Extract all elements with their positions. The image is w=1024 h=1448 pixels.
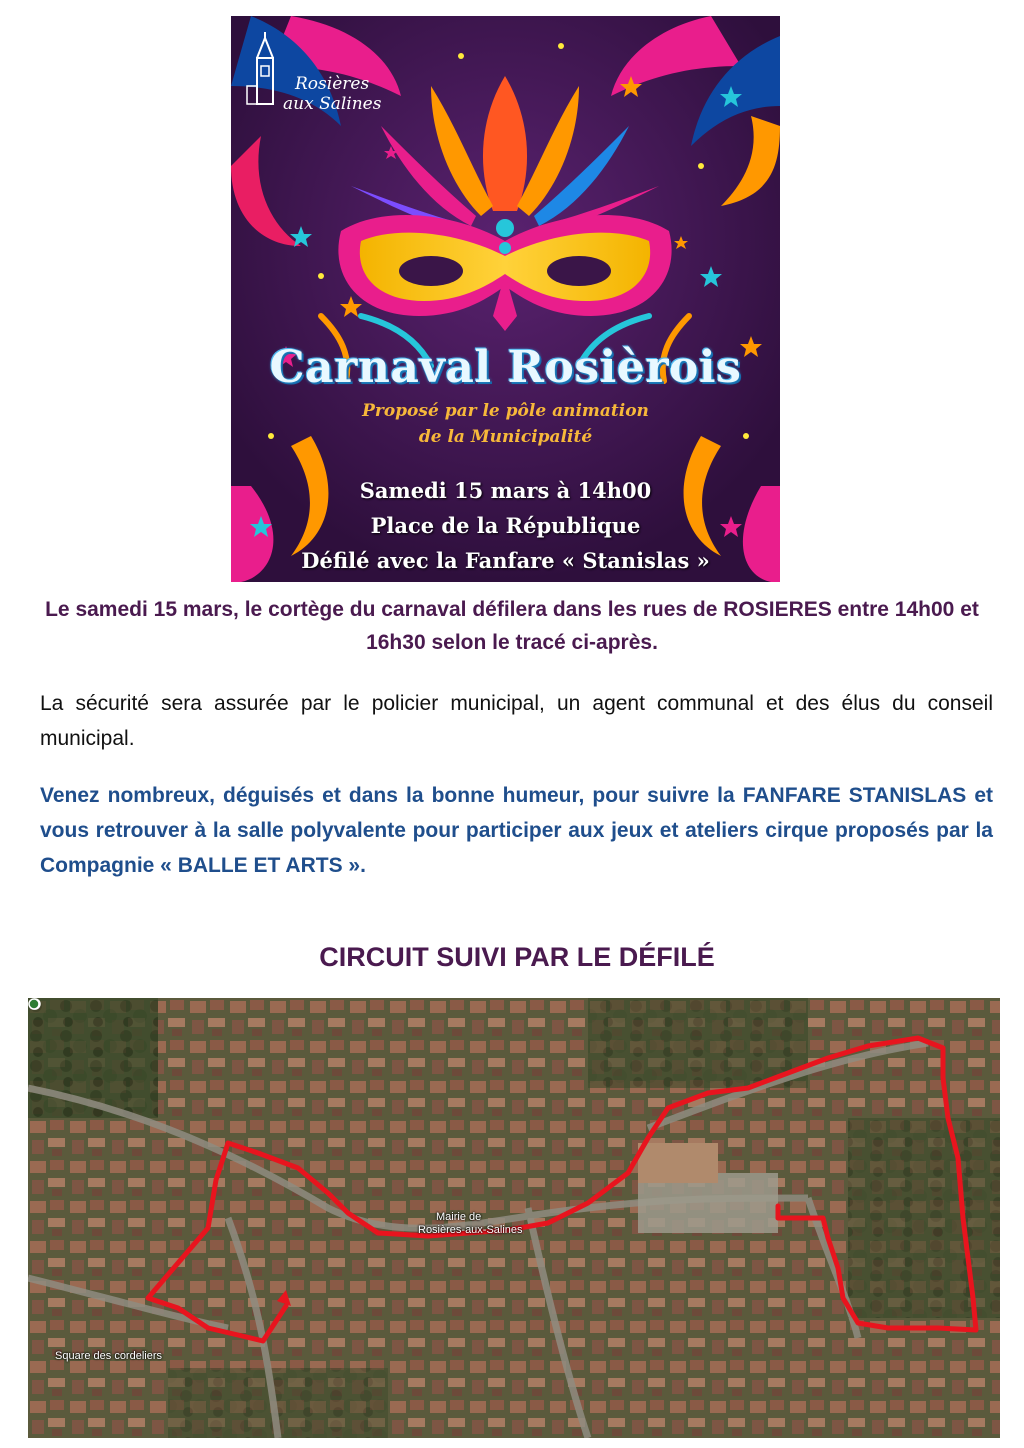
invite-paragraph: Venez nombreux, déguisés et dans la bonne humeur, pour suivre la FANFARE STANISLAS et vous retrouver à la salle polyvalente pour participer aux jeux et ateliers cirque proposés par la Compagnie « BALLE ET ARTS ». (40, 784, 993, 877)
poster-parade-info: Défilé avec la Fanfare « Stanislas » (301, 548, 710, 573)
map-label-mairie-line1: Mairie de (436, 1211, 482, 1223)
town-logo (245, 30, 395, 120)
security-paragraph: La sécurité sera assurée par le policier municipal, un agent communal et des élus du conseil municipal. (40, 692, 993, 750)
poster-title: Carnaval Rosièrois (269, 342, 742, 393)
aerial-map-image (28, 998, 1000, 1438)
carnival-poster (231, 16, 780, 582)
poster-subtitle-line2: de la Municipalité (418, 427, 593, 447)
map-label-mairie-line2: Rosières-aux-Salines (418, 1224, 523, 1236)
circuit-title: CIRCUIT SUIVI PAR LE DÉFILÉ (319, 942, 715, 972)
map-label-square: Square des cordeliers (55, 1350, 163, 1362)
park-pin-icon (28, 998, 40, 1010)
logo-text-line1: Rosières (295, 74, 370, 94)
logo-text-line2: aux Salines (283, 94, 382, 114)
poster-place: Place de la République (370, 513, 641, 538)
church-tower-icon (245, 30, 285, 110)
parade-route-map (28, 998, 1000, 1438)
intro-paragraph: Le samedi 15 mars, le cortège du carnaval défilera dans les rues de ROSIERES entre 14h00 et 16h30 selon le tracé ci-après. (45, 598, 979, 654)
poster-date: Samedi 15 mars à 14h00 (359, 478, 652, 503)
poster-subtitle-line1: Proposé par le pôle animation (362, 401, 649, 421)
